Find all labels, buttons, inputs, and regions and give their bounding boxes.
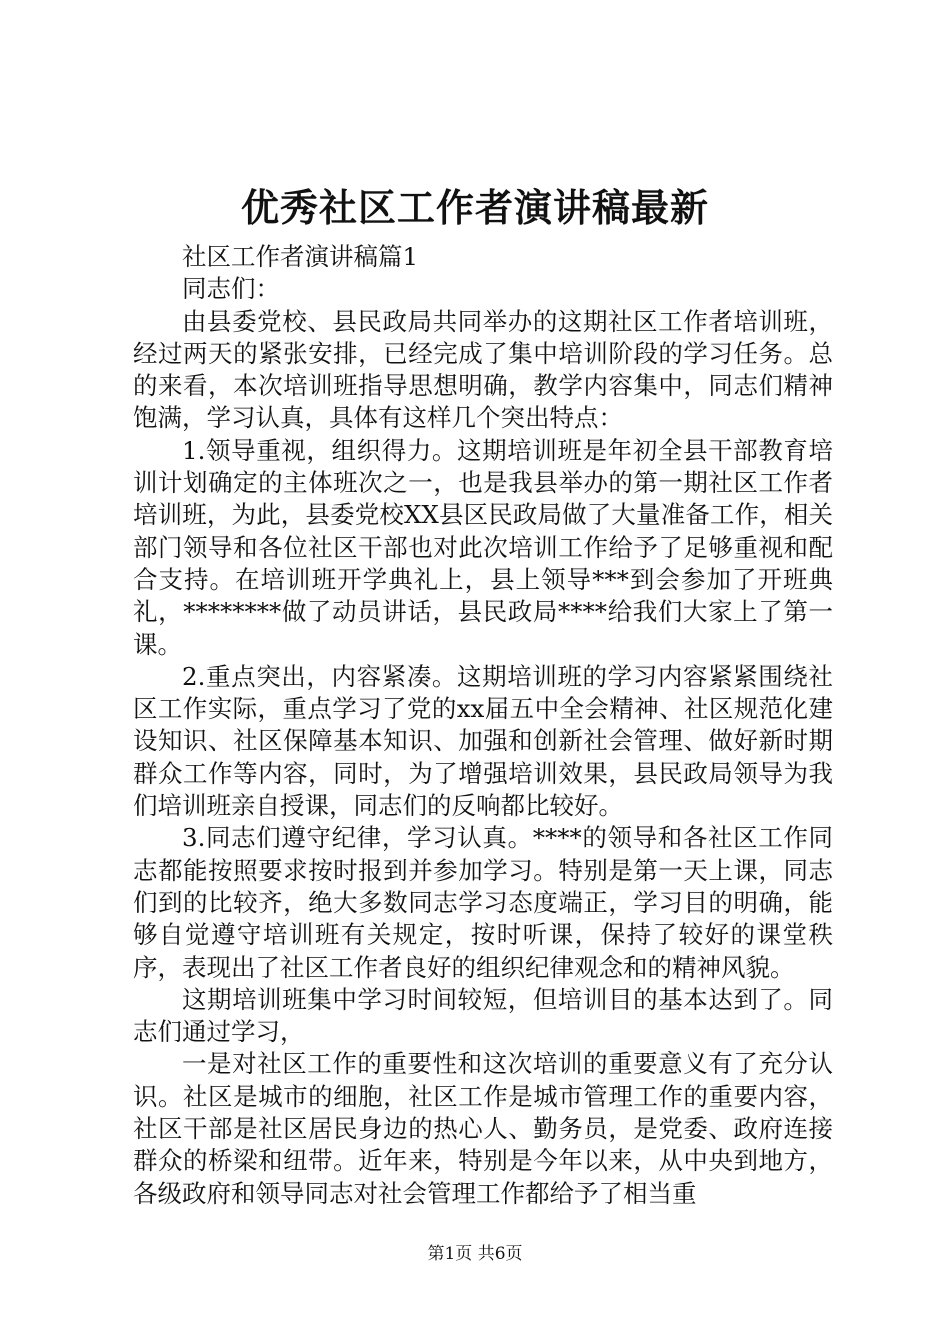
summary-paragraph: 这期培训班集中学习时间较短，但培训目的基本达到了。同志们通过学习，: [133, 984, 833, 1047]
point-2-paragraph: 2.重点突出，内容紧凑。这期培训班的学习内容紧紧围绕社区工作实际，重点学习了党的xx届五中全会精神、社区规范化建设知识、社区保障基本知识、加强和创新社会管理、做好新时期群众工作等内容，同时，为了增强培训效果，县民政局领导为我们培训班亲自授课，同志们的反响都比较好。: [133, 661, 833, 821]
first-outcome-paragraph: 一是对社区工作的重要性和这次培训的重要意义有了充分认识。社区是城市的细胞，社区工作是城市管理工作的重要内容，社区干部是社区居民身边的热心人、勤务员，是党委、政府连接群众的桥梁和纽带。近年来，特别是今年以来，从中央到地方，各级政府和领导同志对社会管理工作都给予了相当重: [133, 1049, 833, 1208]
document-title: 优秀社区工作者演讲稿最新: [240, 185, 709, 230]
salutation-paragraph: 同志们：: [182, 274, 280, 304]
subtitle-paragraph: 社区工作者演讲稿篇1: [182, 242, 419, 271]
intro-paragraph: 由县委党校、县民政局共同举办的这期社区工作者培训班，经过两天的紧张安排，已经完成了集中培训阶段的学习任务。总的来看，本次培训班指导思想明确，教学内容集中，同志们精神饱满，学习认真，具体有这样几个突出特点：: [133, 306, 833, 433]
page-number-footer: 第1页 共6页: [427, 1244, 523, 1264]
point-1-paragraph: 1.领导重视，组织得力。这期培训班是年初全县干部教育培训计划确定的主体班次之一，也是我县举办的第一期社区工作者培训班，为此，县委党校XX县区民政局做了大量准备工作，相关部门领导和各位社区干部也对此次培训工作给予了足够重视和配合支持。在培训班开学典礼上，县上领导***到会参加了开班典礼，********做了动员讲话，县民政局****给我们大家上了第一课。: [133, 435, 833, 659]
point-3-paragraph: 3.同志们遵守纪律，学习认真。****的领导和各社区工作同志都能按照要求按时报到并参加学习。特别是第一天上课，同志们到的比较齐，绝大多数同志学习态度端正，学习目的明确，能够自觉遵守培训班有关规定，按时听课，保持了较好的课堂秩序，表现出了社区工作者良好的组织纪律观念和的精神风貌。: [133, 823, 833, 982]
document-body: [133, 241, 833, 1210]
